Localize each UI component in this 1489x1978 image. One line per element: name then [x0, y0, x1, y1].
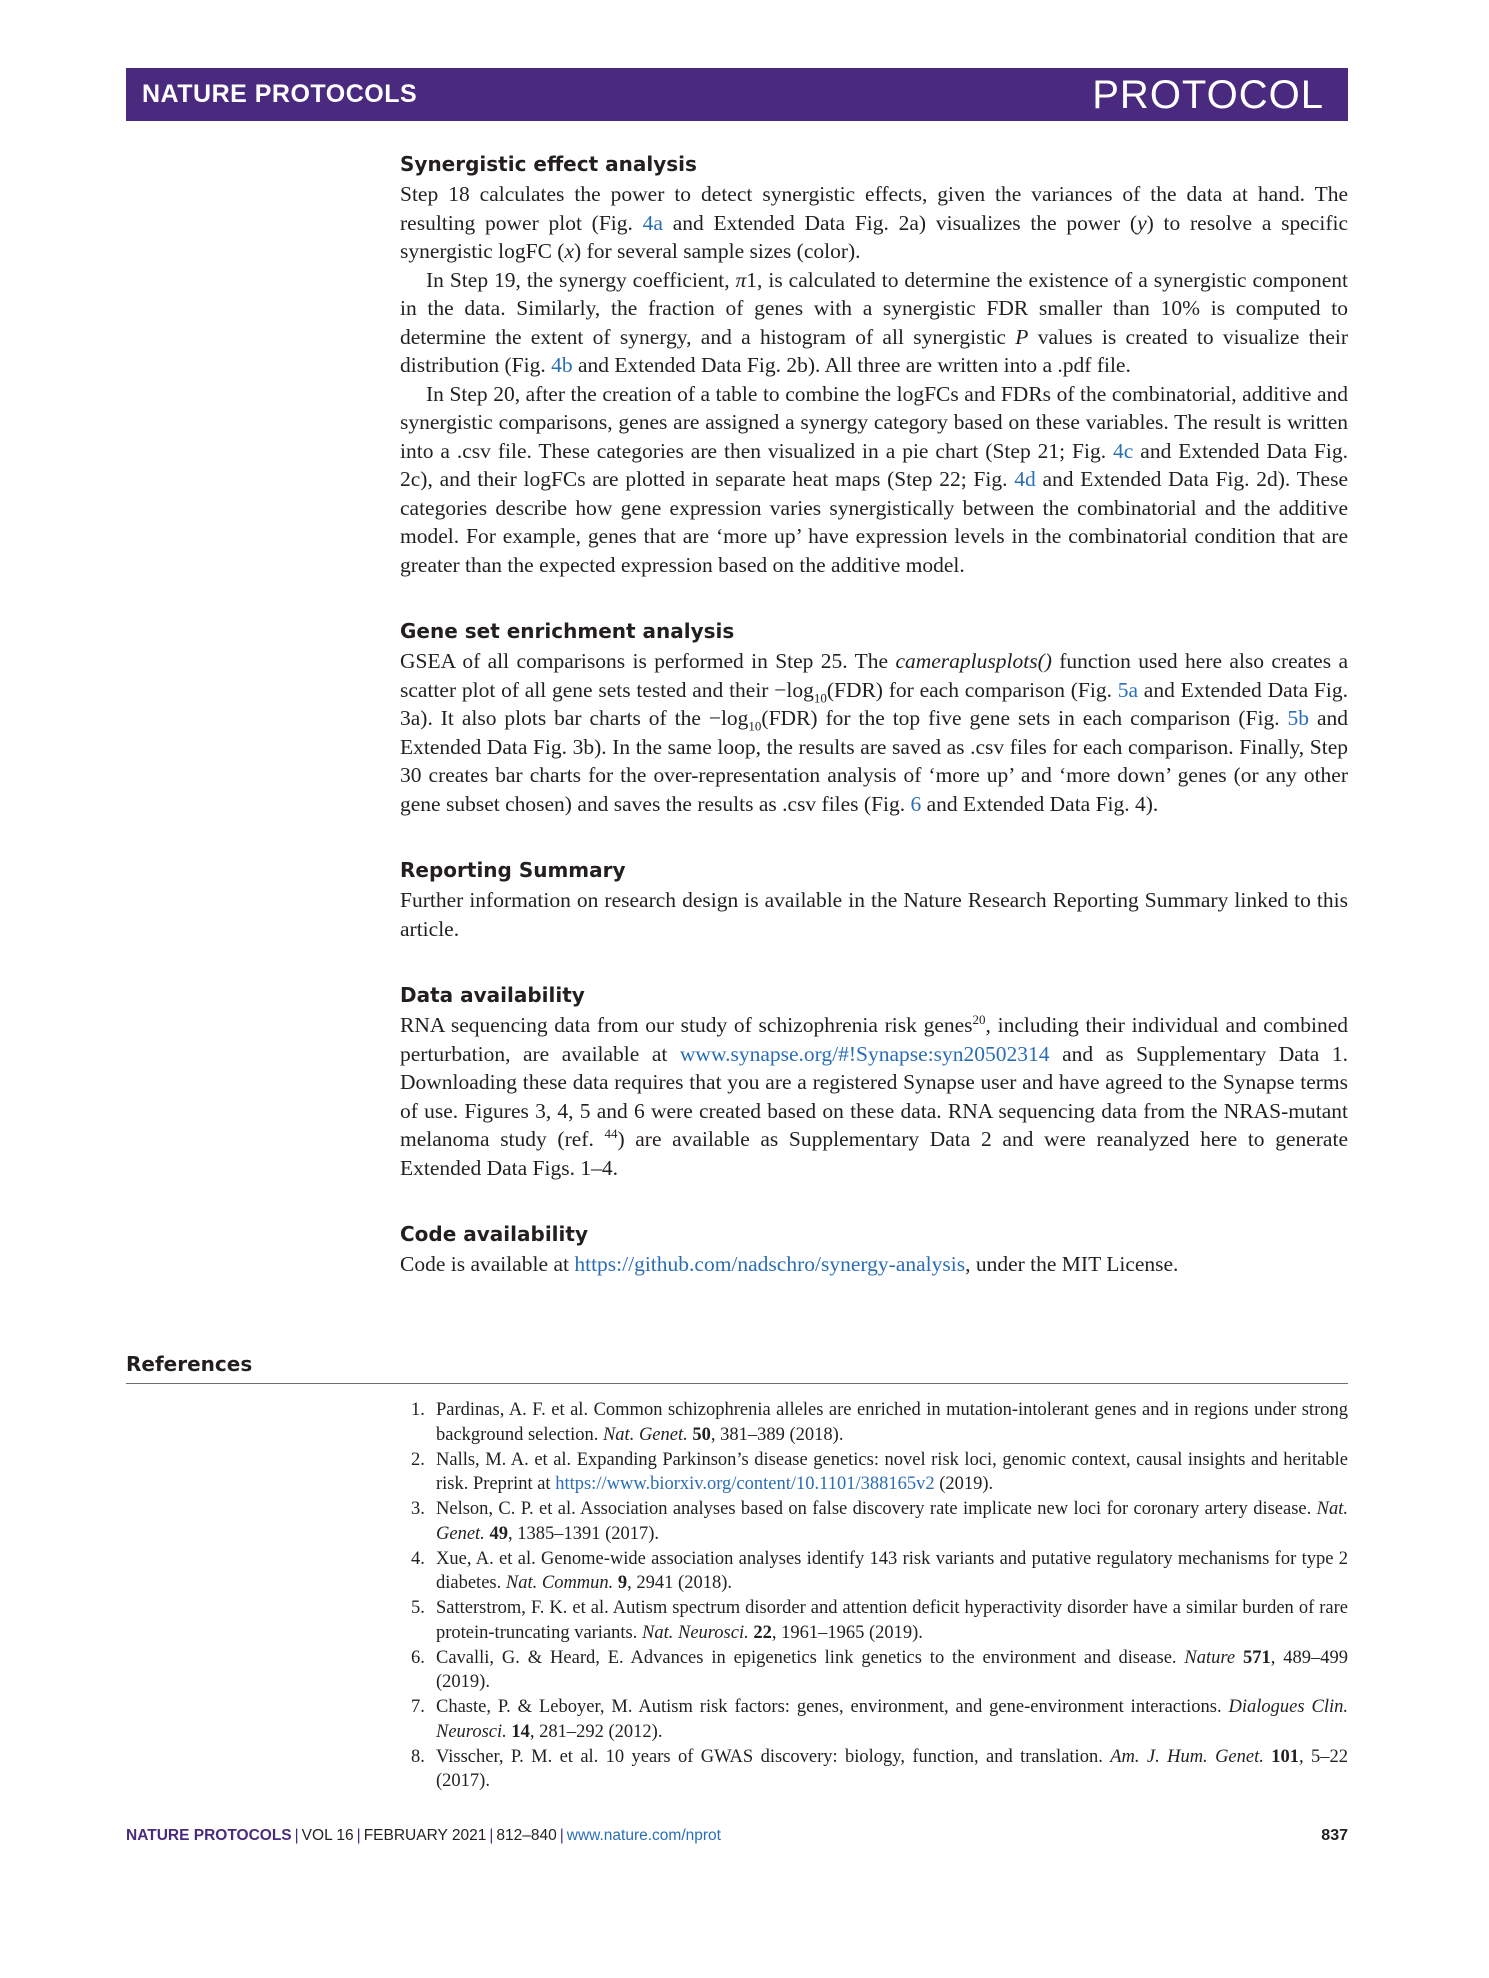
references-heading: References [126, 1352, 253, 1376]
page-footer: NATURE PROTOCOLS | VOL 16 | FEBRUARY 2021 | 812–840 | www.nature.com/nprot 837 [126, 1827, 1348, 1844]
section-code-availability [400, 1220, 1348, 1279]
footer-volume: VOL 16 [301, 1827, 354, 1844]
reference-item: 1. Pardinas, A. F. et al. Common schizophrenia alleles are enriched in mutation-intolerant genes and in regions under strong background selection. Nat. Genet. 50, 381–389 (2018). [411, 1400, 1348, 1445]
figure-link[interactable]: 4c [1113, 438, 1134, 463]
journal-name: NATURE PROTOCOLS [142, 80, 418, 108]
paragraph: In Step 20, after the creation of a table to combine the logFCs and FDRs of the combinatorial, additive and synergistic comparisons, genes are assigned a synergy category based on these variables. The result is written into a .csv file. These categories are then visualized in a pie chart (Step 21; Fig. 4c and Extended Data Fig. 2c), and their logFCs are plotted in separate heat maps (Step 22; Fig. 4d and Extended Data Fig. 2d). These categories describe how gene expression varies synergistically between the combinatorial and the additive model. For example, genes that are ‘more up’ have expression levels in the combinatorial condition that are greater than the expected expression based on the additive model. [400, 381, 1348, 577]
footer-journal: NATURE PROTOCOLS [126, 1827, 292, 1844]
article-type: PROTOCOL [1092, 73, 1324, 117]
footer-date: FEBRUARY 2021 [363, 1827, 487, 1844]
paragraph: Further information on research design is available in the Nature Research Reporting Summary linked to this article. [400, 888, 1348, 941]
github-link[interactable]: https://github.com/nadschro/synergy-analysis [574, 1252, 966, 1276]
section-title: Code availability [400, 1222, 588, 1246]
section-data-availability [400, 981, 1348, 1182]
reference-item: 4. Xue, A. et al. Genome-wide association analyses identify 143 risk variants and putative regulatory mechanisms for type 2 diabetes. Nat. Commun. 9, 2941 (2018). [411, 1548, 1348, 1593]
paragraph: Code is available at https://github.com/nadschro/synergy-analysis, under the MIT License. [400, 1252, 1179, 1276]
journal-banner [126, 68, 1348, 121]
figure-link[interactable]: 4d [1014, 467, 1036, 491]
figure-link[interactable]: 5a [1117, 677, 1139, 702]
page-number: 837 [1321, 1827, 1348, 1844]
reference-item: 8. Visscher, P. M. et al. 10 years of GWAS discovery: biology, function, and translation. Am. J. Hum. Genet. 101, 5–22 (2017). [411, 1746, 1349, 1791]
main-content [400, 150, 1348, 1317]
paragraph: RNA sequencing data from our study of schizophrenia risk genes$^{20}$, including their individual and combined perturbation, are available at www.synapse.org/#!Synapse:syn20502314 and as Supplementary Data 1. Downloading these data requires that you are a registered Synapse user and have agreed to the Synapse terms of use. Figures 3, 4, 5 and 6 were created based on these data. RNA sequencing data from the NRAS-mutant melanoma study (ref. $^{44}$) are available as Supplementary Data 2 and were reanalyzed here to generate Extended Data Figs. 1–4. [400, 1011, 1348, 1180]
section-reporting [400, 856, 1348, 943]
paragraph: In Step 19, the synergy coefficient, π1, is calculated to determine the existence of a synergistic component in the data. Similarly, the fraction of genes with a synergistic FDR smaller than 10% is computed to determine the extent of synergy, and a histogram of all synergistic P values is created to visualize their distribution (Fig. 4b and Extended Data Fig. 2b). All three are written into a .pdf file. [400, 267, 1349, 377]
section-title: Gene set enrichment analysis [400, 619, 735, 643]
section-title: Synergistic effect analysis [400, 152, 697, 176]
section-synergistic [400, 150, 1348, 579]
references-divider [126, 1383, 1348, 1384]
biorxiv-link[interactable]: https://www.biorxiv.org/content/10.1101/388165v2 [555, 1474, 935, 1494]
figure-link[interactable]: 4a [642, 210, 663, 235]
footer-pages: 812–840 [496, 1827, 557, 1844]
paragraph: GSEA of all comparisons is performed in Step 25. The cameraplusplots() function used here also creates a scatter plot of all gene sets tested and their $-\log_{10}(FDR)$ for each comparison (Fig. 5a and Extended Data Fig. 3a). It also plots bar charts of the $-\log_{10}(FDR)$ for the top five gene sets in each comparison (Fig. 5b and Extended Data Fig. 3b). In the same loop, the results are saved as .csv files for each comparison. Finally, Step 30 creates bar charts for the over-representation analysis of ‘more up’ and ‘more down’ genes (or any other gene subset chosen) and saves the results as .csv files (Fig. 6 and Extended Data Fig. 4). [400, 649, 1348, 816]
reference-list [400, 1398, 1348, 1794]
section-title: Reporting Summary [400, 858, 626, 882]
reference-item: 6. Cavalli, G. & Heard, E. Advances in epigenetics link genetics to the environment and disease. Nature 571, 489–499 (2019). [411, 1647, 1348, 1692]
figure-link[interactable]: 5b [1287, 706, 1310, 730]
reference-item: 7. Chaste, P. & Leboyer, M. Autism risk factors: genes, environment, and gene-environment interactions. Dialogues Clin. Neurosci. 14, 281–292 (2012). [411, 1697, 1348, 1742]
section-title: Data availability [400, 983, 585, 1007]
section-gsea [400, 617, 1348, 818]
paragraph: Step 18 calculates the power to detect synergistic effects, given the variances of the data at hand. The resulting power plot (Fig. 4a and Extended Data Fig. 2a) visualizes the power (y) to resolve a specific synergistic logFC (x) for several sample sizes (color). [400, 182, 1349, 263]
figure-link[interactable]: 6 [910, 791, 922, 816]
reference-item: 3. Nelson, C. P. et al. Association analyses based on false discovery rate implicate new loci for coronary artery disease. Nat. Genet. 49, 1385–1391 (2017). [411, 1499, 1348, 1544]
footer-url-link[interactable]: www.nature.com/nprot [566, 1827, 721, 1844]
reference-item: 5. Satterstrom, F. K. et al. Autism spectrum disorder and attention deficit hyperactivity disorder have a similar burden of rare protein-truncating variants. Nat. Neurosci. 22, 1961–1965 (2019). [411, 1598, 1348, 1643]
reference-item: 2. Nalls, M. A. et al. Expanding Parkinson’s disease genetics: novel risk loci, genomic context, causal insights and heritable risk. Preprint at https://www.biorxiv.org/content/10.1101/388165v2 (2019). [411, 1449, 1348, 1494]
figure-link[interactable]: 4b [551, 353, 573, 377]
synapse-link[interactable]: www.synapse.org/#!Synapse:syn20502314 [679, 1041, 1050, 1066]
